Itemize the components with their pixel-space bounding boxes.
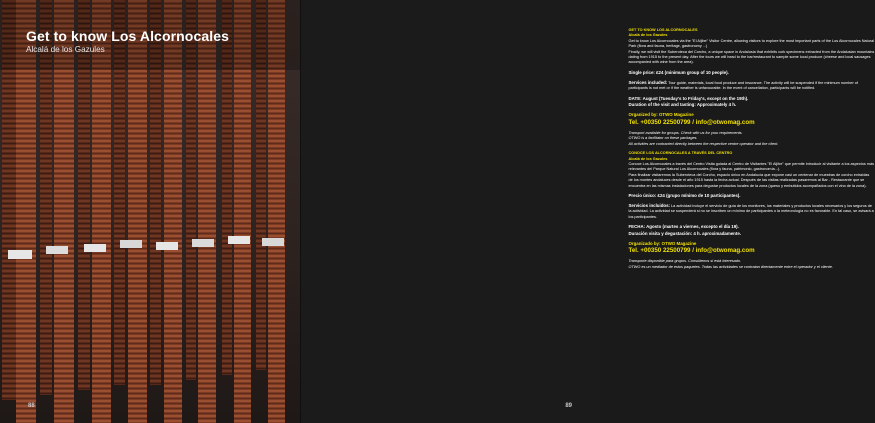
en-organized: Organized by: OTWO Magazine [628, 112, 694, 118]
en-services-text: Tour guide, materials, local food produce and insurance. The activity will be suspended if the minimum number of participants is not met or if the weather is unfavourable. In the event of cancellation, participants will be notified. [628, 80, 858, 91]
en-date: DATE: August (Tuesday's to Friday's, except on the 19th). [628, 95, 749, 101]
es-note-1: Transporte disponible para grupos. Consúltenos si está interesado. [628, 259, 742, 264]
cork-stacks-photo [0, 0, 300, 423]
en-subheading: Alcalá de los Gazules [628, 33, 668, 38]
en-price: Single price: £24 (minimum group of 10 people). [628, 69, 729, 75]
en-intro-1: Get to know Los Alcornocales via the "El Aljibe" Visitor Centre, allowing visitors to explore the most important parts of the Los Alcornocales Natural Park (flora and fauna, heritage, gastronomy ...) [628, 38, 875, 49]
es-organized: Organizado by: OTWO Magazine [628, 240, 697, 246]
es-services-label: Servicios incluidos: [628, 202, 670, 208]
en-note-2: OTWO is a facilitator on these packages. [628, 136, 698, 141]
page-title: Get to know Los Alcornocales [26, 28, 229, 44]
right-page [300, 0, 875, 423]
en-contact[interactable]: Tel. +00350 22500799 / info@otwomag.com [628, 118, 755, 126]
page-number-right: 89 [565, 403, 572, 409]
article-text [629, 28, 875, 274]
en-services-label: Services included: [628, 79, 668, 85]
en-duration: Duration of the visit and tasting: Approximately 4 h. [628, 102, 737, 108]
page-number-left: 88 [28, 403, 35, 409]
es-intro-1: Conoce Los Alcornocales a través del Centro Visita guiada al Centro de Visitantes "El Aljibe" que permite introducir al visitante a los aspectos más relevantes del Parque Natural Los Alcornocales (flora y fauna, patrimonio, gastronomía...). [628, 161, 874, 172]
en-note-1: Transport available for groups. Check with us for your requirements. [628, 130, 743, 135]
es-price: Precio único: £24 (grupo mínimo de 10 participantes). [628, 192, 741, 198]
es-date: FECHA: Agosto (martes a viernes, excepto el día 19). [628, 224, 739, 230]
es-note-2: OTWO es un mediador de estos paquetes. Todas las actividades se contratan directamente entre el operador y el cliente. [628, 264, 833, 269]
es-intro-2: Para finalizar visitaremos la Suberoteca del Corcho, espacio único en Andalucía que expone casi un centenar de muestras de corcho extraídas de los montes andaluces desde el año 1915 hasta la fecha actual. Después de las visitas realizadas pasaremos al Bar - Restaurante que se encuentra en las mismas instalaciones para degustar productos locales de la zona (queso y embutidos acompañados con el vino de la zona). [628, 172, 870, 188]
en-intro-2: Finally, we will visit the Suberoteca del Corcho, a unique space in Andalusia that exhibits cork specimens extracted from the Andalusian mountains dating from 1915 to the present day. After the tours we will head to the bar/restaurant to sample some local produce (cheese and local sausages accompanied with wine from the area). [628, 49, 875, 65]
page-subtitle: Alcalá de los Gazules [26, 45, 105, 54]
en-note-3: All activities are contracted directly between the respective centre operator and the client. [628, 141, 779, 146]
es-heading: CONOCE LOS ALCORNOCALES A TRAVÉS DEL CENTRO [628, 151, 733, 156]
left-page [0, 0, 300, 423]
es-contact[interactable]: Tel. +00350 22500799 / info@otwomag.com [628, 247, 755, 255]
en-heading: GET TO KNOW LOS ALCORNOCALES [628, 28, 698, 32]
es-services-text: La actividad incluye el servicio de guía de los monitores, los materiales y productos locales necesarios y los seguros de la actividad. La actividad se suspenderá si no se inscriben un mínimo de participantes o la meteorología no es favorable. En tal caso, se avisará a los participantes. [628, 203, 874, 219]
es-subheading: Alcalá de los Gazules [628, 156, 668, 161]
es-duration: Duración visita y degustación: 4 h. aproximadamente. [628, 230, 741, 236]
